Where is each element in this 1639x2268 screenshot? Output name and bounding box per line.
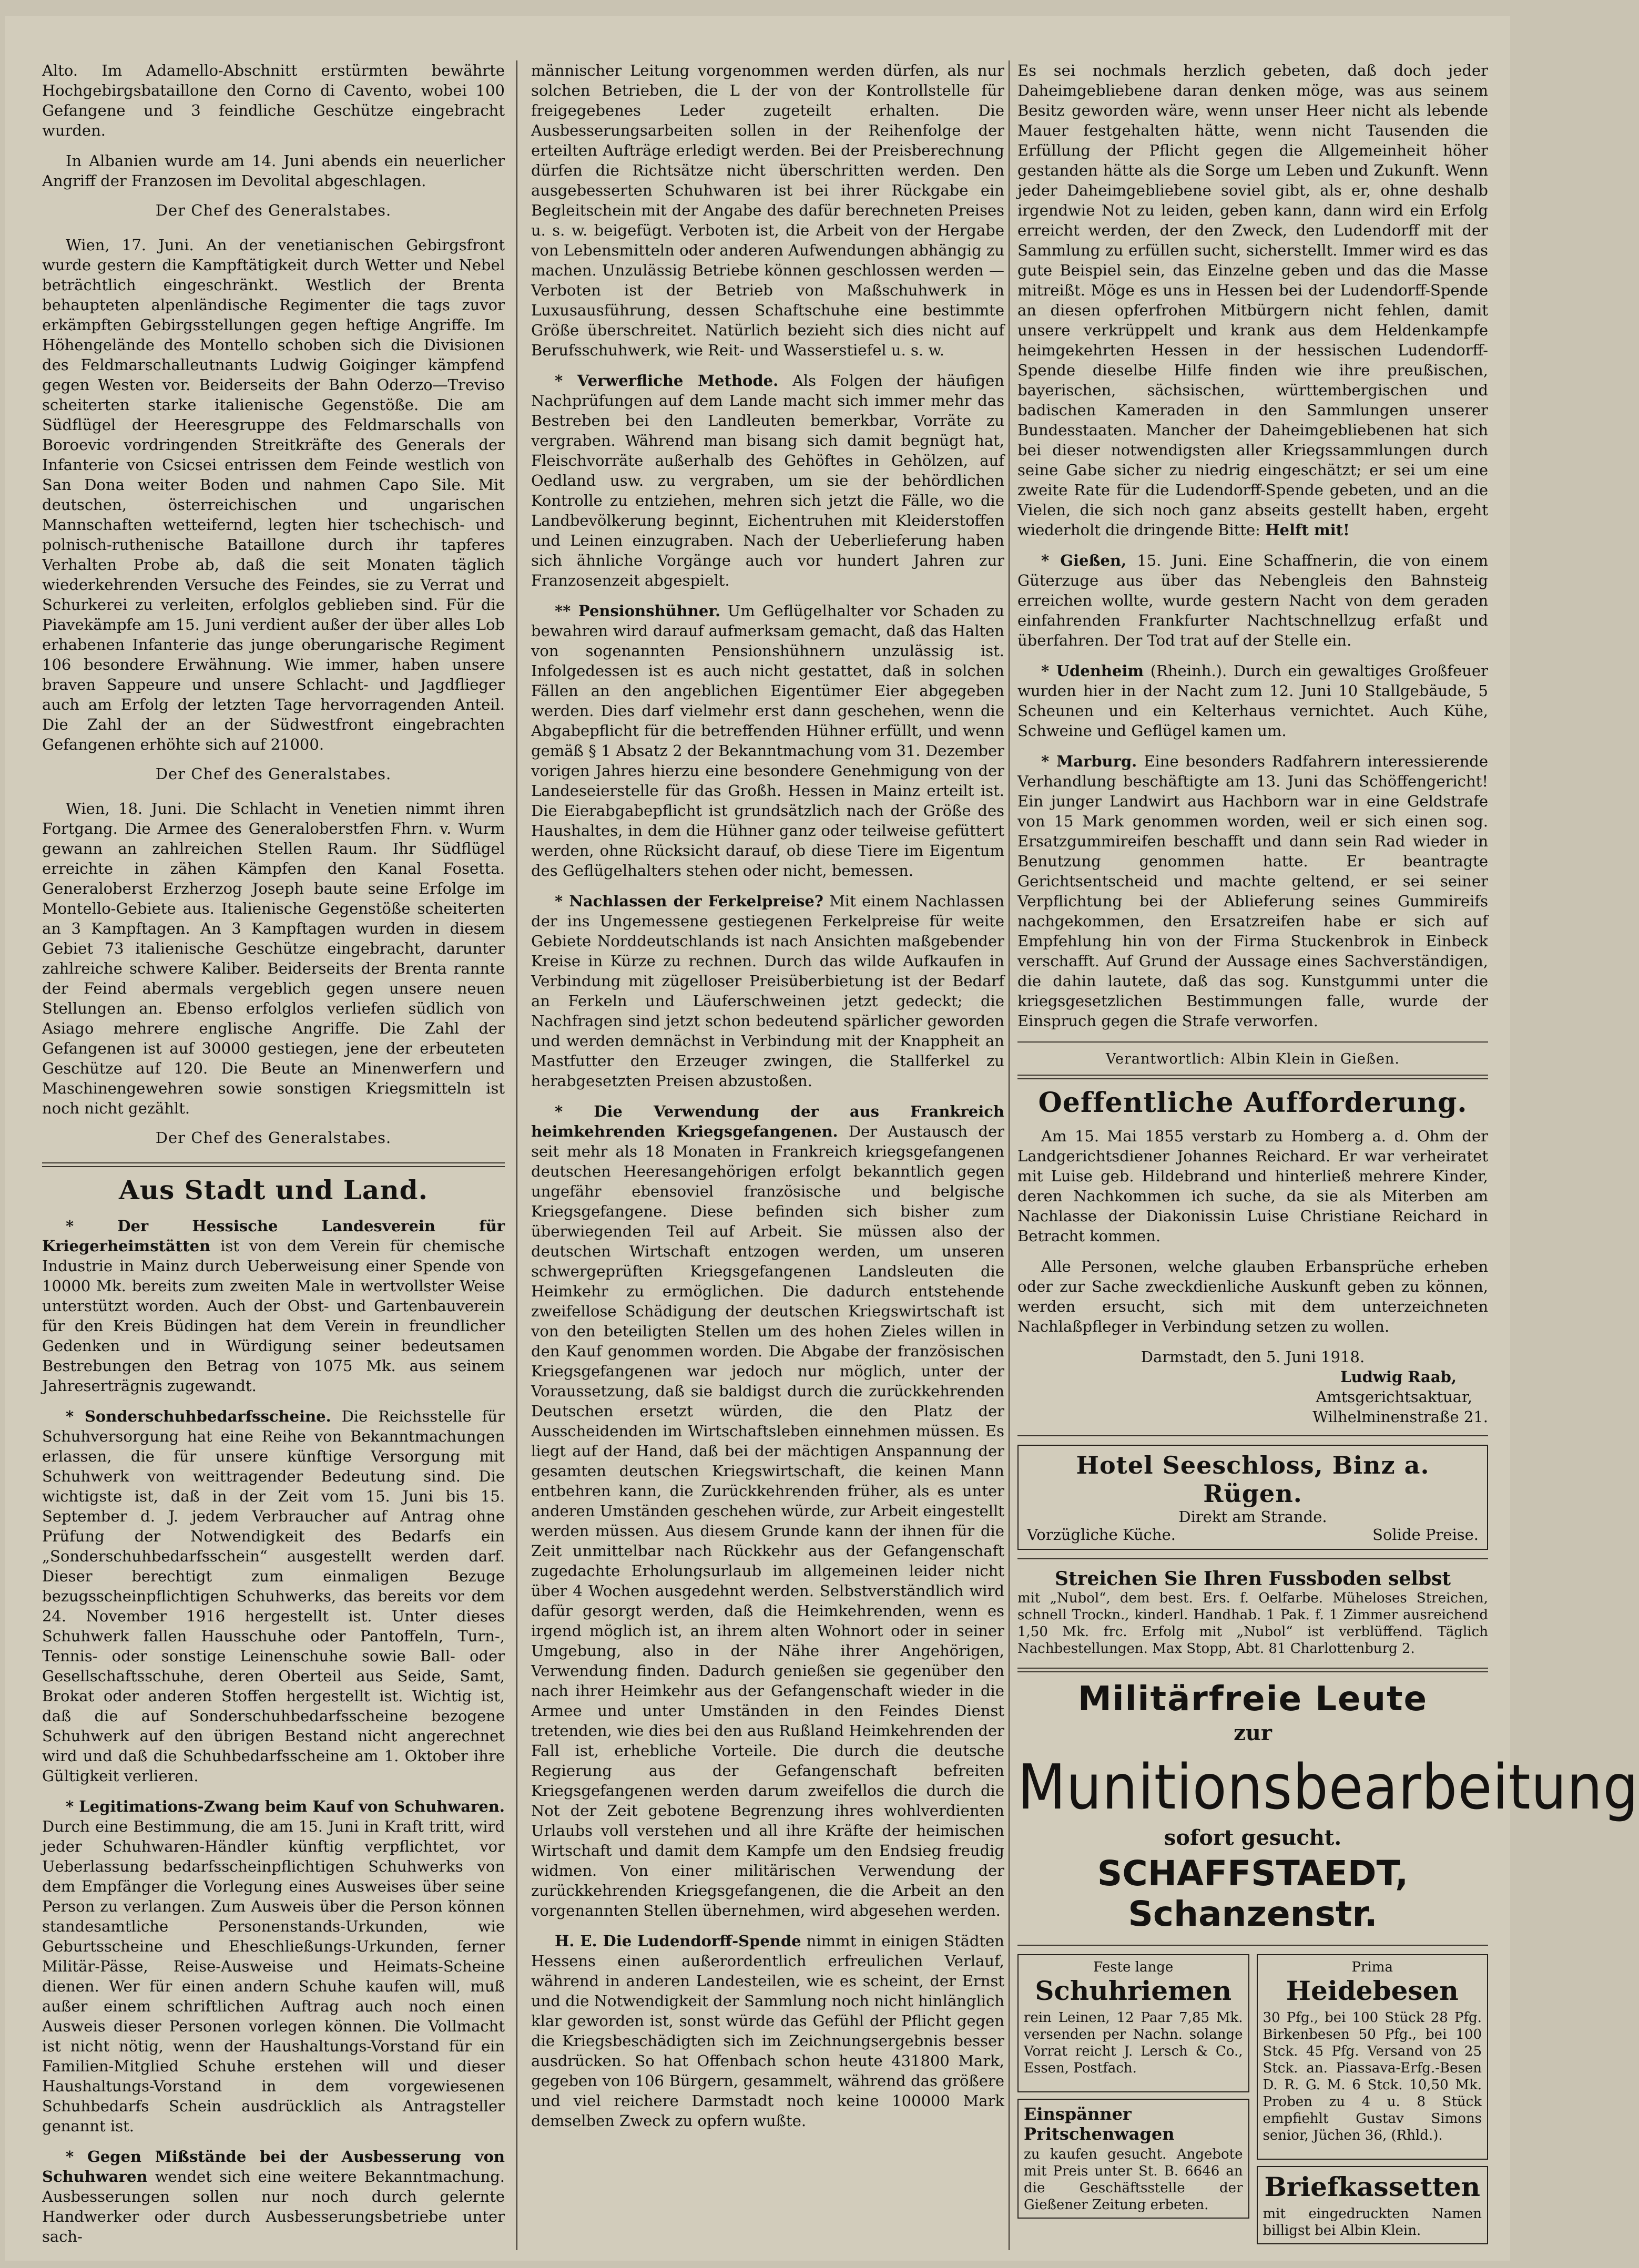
divider — [1017, 1435, 1488, 1436]
article-headline: H. E. Die Ludendorff-Spende — [555, 1932, 801, 1950]
munitions-ad-company: SCHAFFSTAEDT, Schanzenstr. — [1097, 1853, 1409, 1934]
article — [531, 1101, 1004, 1920]
article-text: Als Folgen der häufigen Nachprüfungen auf dem Lande macht sich immer mehr das Bestreben bei den Landleuten bemerkbar, Vorräte zu vergraben. Während man bisang sich damit begnügt hat, Fleischvorräte außerhalb des Gehöftes in Gehölzen, auf Oedland usw. zu vergraben, um sie der behördlichen Kontrolle zu entziehen, mehren sich jetzt die Fälle, wo die Landbevölkerung beginnt, Eichentruhen mit Kleiderstoffen und Leinen einzugraben. Nach der Ueberlieferung haben sich ähnliche Vorgänge auch vor hundert Jahren zur Franzosenzeit abgespielt. — [531, 372, 1004, 589]
public-notice — [1017, 1087, 1488, 1427]
hotel-prices: Solide Preise. — [1372, 1526, 1479, 1544]
article — [42, 1796, 505, 2136]
wagon-ad — [1017, 2099, 1249, 2219]
appeal-text: Helft mit! — [1265, 521, 1350, 539]
article-text: Eine besonders Radfahrern interessierende Verhandlung beschäftigte am 13. Juni das Schöffengericht! Ein junger Landwirt aus Hachborn war in eine Geldstrafe von 15 Mark genommen worden, weil er sich einen sog. Ersatzgummireifen beschafft und dann sein Rad wieder in Benutzung genommen hatte. Er beantragte Gerichtsentscheid und machte geltend, er sei seiner Verpflichtung bei der Ablieferung seines Gummireifs nachgekommen, den Ersatzreifen habe er sich auf Empfehlung hin von der Firma Stuckenbrok in Einbeck verschafft. Auf Grund der Aussage eines Sachverständigen, die dahin lautete, daß das sog. Kunstgummi unter die kriegsgesetzlichen Bestimmungen falle, wurde der Einspruch gegen die Strafe verworfen. — [1017, 752, 1488, 1030]
divider — [1017, 1041, 1488, 1043]
article-headline: * Gegen Mißstände bei der Ausbesserung von Schuhwaren — [42, 2148, 505, 2185]
hotel-kitchen: Vorzügliche Küche. — [1027, 1526, 1176, 1544]
floor-paint-ad — [1017, 1568, 1488, 1657]
article-text: wendet sich eine weitere Bekanntmachung. Ausbesserungen sollen nur noch durch gelernte Handwerker oder durch Ausbesserungsbetriebe unter sach- — [42, 2168, 505, 2245]
letter-box-ad — [1257, 2166, 1489, 2244]
floor-ad-text: mit „Nubol“, dem best. Ers. f. Oelfarbe. Müheloses Streichen, schnell Trockn., kinderl. Handhab. 1 Pak. f. 1 Zimmer ausreichend 1,50 Mk. frc. Erfolg mit „Nubol“ ist verblüffend. Täglich Nachbestellungen. Max Stopp, Abt. 81 Charlottenburg 2. — [1017, 1590, 1488, 1657]
article-text: 15. Juni. Eine Schaffnerin, die von einem Güterzuge aus über das Nebengleis den Bahnsteig erreichen wollte, wurde gestern Nacht von dem geraden einfahrenden Frankfurter Nachtschnellzug erfaßt und überfahren. Der Tod trat auf der Stelle ein. — [1017, 551, 1488, 649]
divider — [42, 1162, 505, 1167]
hotel-name: Hotel Seeschloss, Binz a. Rügen. — [1076, 1451, 1430, 1508]
article — [531, 1931, 1004, 2131]
article-text: In Albanien wurde am 14. Juni abends ein neuerlicher Angriff der Franzosen im Devolital abgeschlagen. — [42, 152, 505, 190]
article — [42, 1216, 505, 1396]
divider — [1017, 1945, 1488, 1946]
munitions-ad-title: Munitionsbearbeitung — [1017, 1751, 1639, 1823]
shoelace-ad-pre: Feste lange — [1093, 1959, 1174, 1975]
article-text: Der Austausch der seit mehr als 18 Monaten in Frankreich kriegsgefangenen deutschen Heeresangehörigen erfolgt bekanntlich gegen ungefähr ebensoviel französische und belgische Kriegsgefangene. Diese befinden sich bisher zum überwiegenden Teil auf Arbeit. Sie müssen also der deutschen Wirtschaft entzogen werden, um unseren schwergeprüften Kriegsgefangenen Landsleuten die Heimkehr zu ermöglichen. Die dadurch entstehende zweifellose Schädigung der deutschen Kriegswirtschaft ist von den beteiligten Stellen um des hohen Zieles willen in den Kauf genommen worden. Die Abgabe der französischen Kriegsgefangenen war jedoch nur möglich, unter der Voraussetzung, daß sie baldigst durch die zurückkehrenden Deutschen ersetzt würden, die den Platz der Ausscheidenden im Wirtschaftsleben einnehmen müssen. Es liegt auf der Hand, daß bei der mächtigen Anspannung der gesamten deutschen Kriegswirtschaft, die keinen Mann entbehren kann, die Zurückkehrenden früher, als es unter anderen Umständen geschehen würde, zur Arbeit eingestellt werden müssen. Aus diesem Grunde kann der ihnen für die Zeit unmittelbar nach Rückkehr aus der Gefangenschaft zugedachte Erholungsurlaub im allgemeinen leider nicht über 4 Wochen ausgedehnt werden. Selbstverständlich wird dafür gesorgt werden, daß die Heimkehrenden, wenn es irgend möglich ist, an ihrem alten Wohnort oder in seiner Umgebung, also in der Nähe ihrer Angehörigen, Verwendung finden. Dadurch genießen sie gegenüber den nach ihrer Heimkehr aus der Gefangenschaft wieder in die Armee und unter Umständen in den Feindes Dienst tretenden, wie dies bei den aus Rußland Heimkehrenden der Fall ist, erhebliche Vorteile. Die durch die deutsche Regierung aus der Gefangenschaft befreiten Kriegsgefangenen werden darum zweifellos die durch die Not der Zeit gebotene Begrenzung ihres wohlverdienten Urlaubs voll verstehen und all ihre Kräfte der heimischen Wirtschaft und damit dem Kampfe um den Endsieg freudig widmen. Von einer militärischen Verwendung der zurückkehrenden Kriegsgefangenen, die die Arbeit an den vorgenannten Stellen übernehmen, wird abgesehen werden. — [531, 1122, 1004, 1919]
broom-ad-text: 30 Pfg., bei 100 Stück 28 Pfg. Birkenbesen 50 Pfg., bei 100 Stck. 45 Pfg. Versand von 25 Stck. an. Piassava-Erfg.-Besen D. R. G. M. 6 Stck. 10,50 Mk. Proben zu 4 u. 8 Stück empfiehlt Gustav Simons senior, Jüchen 36, (Rhld.). — [1263, 2010, 1482, 2143]
letter-box-ad-text: mit eingedruckten Namen billigst bei Albin Klein. — [1263, 2206, 1482, 2239]
article-headline: * Udenheim — [1041, 662, 1144, 680]
munitions-ad-headline: Militärfreie Leute — [1077, 1680, 1428, 1719]
article-headline: * Sonderschuhbedarfsscheine. — [66, 1407, 331, 1425]
notice-signer-role: Amtsgerichtsaktuar, — [1316, 1388, 1472, 1406]
munitions-ad — [1017, 1680, 1639, 1934]
signature: Der Chef des Generalstabes. — [155, 1129, 392, 1147]
signature: Der Chef des Generalstabes. — [155, 201, 392, 219]
floor-ad-title: Streichen Sie Ihren Fussboden selbst — [1054, 1568, 1451, 1590]
notice-text: Alle Personen, welche glauben Erbansprüche erheben oder zur Sache zweckdienliche Auskunft geben zu können, werden ersucht, sich mit dem unterzeichneten Nachlaßpfleger in Verbindung setzen zu wollen. — [1017, 1258, 1488, 1335]
article-headline: * Die Verwendung der aus Frankreich heimkehrenden Kriegsgefangenen. — [531, 1102, 1004, 1140]
column-1 — [42, 60, 505, 2257]
shoelace-ad-title: Schuhriemen — [1035, 1975, 1232, 2006]
column-3 — [1017, 60, 1639, 2244]
article-headline: * Marburg. — [1041, 752, 1137, 770]
letter-box-ad-title: Briefkassetten — [1264, 2171, 1480, 2202]
article — [531, 371, 1004, 590]
article — [42, 2147, 505, 2246]
notice-title: Oeffentliche Aufforderung. — [1038, 1087, 1468, 1119]
broom-ad-pre: Prima — [1351, 1959, 1393, 1975]
article-text: (Rheinh.). Durch ein gewaltiges Großfeuer wurden hier in der Nacht zum 12. Juni 10 Stallgebäude, 5 Scheunen und ein Kelterhaus vernichtet. Auch Kühe, Schweine und Geflügel kamen um. — [1017, 662, 1488, 740]
broom-ad — [1257, 1954, 1489, 2160]
article-text: Wien, 17. Juni. An der venetianischen Gebirgsfront wurde gestern die Kampftätigkeit durch Wetter und Nebel beträchtlich eingeschränkt. Westlich der Brenta behaupteten alpenländische Regimenter die tags zuvor erkämpften Gebirgsstellungen gegen heftige Angriffe. Im Höhengelände des Montello schoben sich die Divisionen des Feldmarschalleutnants Ludwig Goiginger kämpfend gegen Westen vor. Beiderseits der Bahn Oderzo—Treviso scheiterten starke italienische Gegenstöße. Die am Südflügel der Heeresgruppe des Feldmarschalls von Boroevic vordringenden Streitkräfte des Generals der Infanterie von Csicsei entrissen dem Feinde westlich von San Dona weiter Boden und nahmen Capo Sile. Mit deutschen, österreichischen und ungarischen Mannschaften wetteifernd, legten hier tschechisch- und polnisch-ruthenische Bataillone durch ihr tapferes Verhalten Probe ab, daß die seit Monaten täglich wiederkehrenden Versuche des Feindes, sie zu Verrat und Schurkerei zu verleiten, erfolglos geblieben sind. Für die Piavekämpfe am 15. Juni verdient außer der über alles Lob erhabenen Infanterie das junge oberungarische Regiment 106 besondere Erwähnung. Wie immer, haben unsere braven Sappeure und unsere Schlacht- und Jagdflieger auch am Erfolg der letzten Tage hervorragenden Anteil. Die Zahl der an der Südwestfront eingebrachten Gefangenen erhöhte sich auf 21000. — [42, 236, 505, 753]
article-headline: * Nachlassen der Ferkelpreise? — [555, 892, 823, 910]
notice-date: Darmstadt, den 5. Juni 1918. — [1141, 1348, 1365, 1366]
column-rule — [1009, 60, 1010, 2250]
article-text: Die Reichsstelle für Schuhversorgung hat eine Reihe von Bekanntmachungen erlassen, die für unsere künftige Versorgung mit Schuhwerk von weittragender Bedeutung sind. Die wichtigste ist, daß in der Zeit vom 15. Juni bis 15. September d. J. jedem Verbraucher auf Antrag ohne Prüfung der Notwendigkeit des Bedarfs ein „Sonderschuhbedarfsschein“ ausgestellt werden darf. Dieser berechtigt zum einmaligen Bezuge bezugsscheinpflichtigen Schuhwerks, das bereits vor dem 24. November 1916 hergestellt ist. Unter dieses Schuhwerk fallen Hausschuhe oder Pantoffeln, Turn-, Tennis- oder sonstige Leinenschuhe sowie Ball- oder Gesellschaftsschuhe, deren Oberteil aus Seide, Samt, Brokat oder anderen Stoffen hergestellt ist. Wichtig ist, daß die auf Sonderschuhbedarfsscheine bezogene Schuhwerk auf den übrigen Bestand nicht angerechnet wird und daß die Schuhbedarfsscheine am 1. Oktober ihre Gültigkeit verlieren. — [42, 1407, 505, 1785]
article-headline: * Der Hessische Landesverein für Kriegerheimstätten — [42, 1217, 505, 1255]
article-text: Wien, 18. Juni. Die Schlacht in Venetien nimmt ihren Fortgang. Die Armee des Generaloberstfen Fhrn. v. Wurm gewann an zahlreichen Stellen Raum. Ihr Südflügel erreichte in zähen Kämpfen den Kanal Fosetta. Generaloberst Erzherzog Joseph baute seine Erfolge im Montello-Gebiete aus. Italienische Gegenstöße scheiterten an 3 Kampftagen. An 3 Kampftagen wurden in diesem Gebiet 73 italienische Geschütze eingebracht, darunter zahlreiche schwere Kaliber. Beiderseits der Brenta rannte der Feind abermals vergeblich gegen unsere neuen Stellungen an. Ebenso erfolglos verliefen südlich von Asiago mehrere englische Angriffe. Die Zahl der Gefangenen ist auf 30000 gestiegen, jene der erbeuteten Geschütze auf 120. Die Beute an Minenwerfern und Maschinengewehren sowie sonstigen Kriegsmitteln ist noch nicht gezählt. — [42, 800, 505, 1117]
article-text: Es sei nochmals herzlich gebeten, daß doch jeder Daheimgebliebene daran denken möge, was aus seinem Besitz geworden wäre, wenn unser Heer nicht als lebende Mauer festgehalten hätte, wenn nicht Tausenden die Erfüllung der Pflicht gegen die Allgemeinheit höher gestanden hätte als die Sorge um Leben und Zukunft. Wenn jeder Daheimgebliebene soviel gibt, als er, ohne deshalb irgendwie Not zu leiden, geben kann, dann wird ein Erfolg erreicht werden, der den Zweck, den Ludendorff mit der Sammlung zu erfüllen sucht, sicherstellt. Immer wird es das gute Beispiel sein, das Einzelne geben und das die Masse mitreißt. Möge es uns in Hessen bei der Ludendorff-Spende an diesen opferfrohen Mitbürgern nicht fehlen, damit unsere verkrüppelt und krank aus dem Heldenkampfe heimgekehrten Hessen in der hessischen Ludendorff-Spende dieselbe Hilfe finden wie ihre preußischen, bayerischen, sächsischen, württembergischen und badischen Kameraden in den Sammlungen unserer Bundesstaaten. Mancher der Daheimgebliebenen hat sich bei dieser notwendigsten aller Kriegssammlungen durch seine Gabe sicher zu niedrig eingeschätzt; er sei um eine zweite Rate für die Ludendorff-Spende gebeten, und an die Vielen, die sich noch ganz abseits gestellt haben, ergeht wiederholt die dringende Bitte: — [1017, 62, 1488, 539]
article-headline: * Verwerfliche Methode. — [555, 372, 779, 390]
imprint-line: Verantwortlich: Albin Klein in Gießen. — [1105, 1051, 1400, 1067]
article — [531, 891, 1004, 1091]
newspaper-page — [5, 16, 1639, 2261]
small-ads — [1017, 1954, 1488, 2244]
article-headline: * Legitimations-Zwang beim Kauf von Schuhwaren. — [66, 1797, 505, 1815]
article-headline: ** Pensionshühner. — [555, 602, 721, 620]
article-text: ist von dem Verein für chemische Industrie in Mainz durch Ueberweisung einer Spende von 10000 Mk. bereits zum zweiten Male in wertvollster Weise unterstützt worden. Auch der Obst- und Gartenbauverein für den Kreis Büdingen hat dem Verein in freundlicher Gedenken und in Würdigung seiner bedeutsamen Bestrebungen den Betrag von 1075 Mk. aus seinem Jahreserträgnis zugewandt. — [42, 1237, 505, 1395]
notice-signer-address: Wilhelminenstraße 21. — [1312, 1408, 1488, 1426]
notice-signer: Ludwig Raab, — [1340, 1368, 1457, 1386]
article-text: Um Geflügelhalter vor Schaden zu bewahren wird darauf aufmerksam gemacht, daß das Halten von sogenannten Pensionshühnern unzulässig ist. Infolgedessen ist es auch nicht gestattet, daß in solchen Fällen an den angeblichen Eigentümer Eier abgegeben werden. Dies darf vielmehr erst dann geschehen, wenn die Abgabepflicht für die betreffenden Hühner erfüllt, und wenn gemäß § 1 Absatz 2 der Bekanntmachung vom 31. Dezember vorigen Jahres hierzu eine besondere Genehmigung von der Landeseierstelle für das Großh. Hessen in Mainz erteilt ist. Die Eierabgabepflicht ist grundsätzlich nach der Größe des Haushaltes, in dem die Hühner ganz oder teilweise gefüttert werden, ohne Rücksicht darauf, ob diese Tiere im Eigentum des Geflügelhalters stehen oder nicht, bemessen. — [531, 602, 1004, 880]
hotel-tagline: Direkt am Strande. — [1178, 1508, 1327, 1526]
signature: Der Chef des Generalstabes. — [155, 765, 392, 783]
column-rule — [516, 60, 517, 2250]
article-text: nimmt in einigen Städten Hessens einen außerordentlich erfreulichen Verlauf, während in anderen Landesteilen, wie es scheint, der Ernst und die Notwendigkeit der Sammlung noch nicht hinlänglich klar geworden ist, sonst würde das Gefühl der Pflicht gegen die Kriegsbeschädigten sich im Zeichnungsergebnis besser ausdrücken. So hat Offenbach schon heute 431800 Mark, gegeben von 106 Bürgern, gesammelt, während das größere und viel reichere Darmstadt noch keine 100000 Mark demselben Zweck zu opfern wußte. — [531, 1932, 1004, 2130]
munitions-ad-text: zur — [1234, 1721, 1272, 1745]
shoelace-ad-text: rein Leinen, 12 Paar 7,85 Mk. versenden per Nachn. solange Vorrat reicht J. Lersch & Co., Essen, Postfach. — [1024, 2010, 1243, 2076]
column-2 — [531, 60, 1004, 2141]
article-text: Mit einem Nachlassen der ins Ungemessene gestiegenen Ferkelpreise für weite Gebiete Norddeutschlands ist nach Ansichten maßgebender Kreise in Kürze zu rechnen. Durch das wilde Aufkaufen in Verbindung mit zügelloser Preisüberbietung ist der Bedarf an Ferkeln und Läuferschweinen jetzt gedeckt; die Nachfragen sind jetzt schon bedeutend spärlicher geworden und werden demnächst in Verbindung mit der Knappheit an Mastfutter den Erzeuger zwingen, die Stallferkel zu herabgesetzten Preisen abzustoßen. — [531, 892, 1004, 1090]
article — [1017, 751, 1488, 1031]
article-text: Durch eine Bestimmung, die am 15. Juni in Kraft tritt, wird jeder Schuhwaren-Händler künftig verpflichtet, vor Ueberlassung bedarfsscheinpflichtigen Schuhwerks von dem Empfänger die Vorlegung eines Ausweises über seine Person zu verlangen. Zum Ausweis über die Person können standesamtliche Personenstands-Urkunden, wie Geburtsscheine und Eheschließungs-Urkunden, ferner Militär-Pässe, Reise-Ausweise und Heimats-Scheine dienen. Wer für einen andern Schuhe kaufen will, muß außer einem schriftlichen Auftrag auch noch einen Ausweis dieser Personen vorlegen können. Die Vollmacht ist nicht nötig, wenn der Haushaltungs-Vorstand für ein Familien-Mitglied Schuhe erstehen will und dieser Haushaltungs-Vorstand in dem vorgewiesenen Schuhbedarfs Schein ausdrücklich als Antragsteller genannt ist. — [42, 1817, 505, 2135]
shoelace-ad — [1017, 1954, 1249, 2092]
divider — [1017, 1668, 1488, 1672]
article — [531, 601, 1004, 881]
article — [1017, 550, 1488, 650]
section-title: Aus Stadt und Land. — [118, 1174, 429, 1205]
munitions-ad-text: sofort gesucht. — [1164, 1825, 1342, 1850]
article-text: männischer Leitung vorgenommen werden dürfen, als nur solchen Betrieben, die L der von der Kontrollstelle für freigegebenes Leder zugeteilt erhalten. Die Ausbesserungsarbeiten sollen in der Reihenfolge der erteilten Aufträge erledigt werden. Bei der Preisberechnung dürfen die Richtsätze nicht überschritten werden. Den ausgebesserten Schuhwaren ist bei ihrer Rückgabe ein Begleitschein mit der Angabe des dafür berechneten Preises u. s. w. beigefügt. Verboten ist, die Arbeit von der Hergabe von Lebensmitteln oder anderen Aufwendungen abhängig zu machen. Unzulässig Betriebe können geschlossen werden — Verboten ist der Betrieb von Maßschuhwerk in Luxusausführung, dessen Schaftschuhe eine bestimmte Größe überschreitet. Natürlich bezieht sich dies nicht auf Berufsschuhwerk, wie Reit- und Wasserstiefel u. s. w. — [531, 62, 1004, 359]
article — [1017, 60, 1488, 540]
wagon-ad-title: Einspänner Pritschenwagen — [1024, 2104, 1175, 2144]
article-headline: * Gießen, — [1041, 551, 1127, 569]
broom-ad-title: Heidebesen — [1286, 1975, 1459, 2006]
wagon-ad-text: zu kaufen gesucht. Angebote mit Preis unter St. B. 6646 an die Geschäftsstelle der Gießener Zeitung erbeten. — [1024, 2147, 1243, 2213]
divider — [1017, 1075, 1488, 1079]
article-text: Alto. Im Adamello-Abschnitt erstürmten bewährte Hochgebirgsbataillone den Corno di Cavento, wobei 100 Gefangene und 3 feindliche Geschütze eingebracht wurden. — [42, 62, 505, 139]
hotel-ad — [1017, 1445, 1488, 1550]
article — [42, 1406, 505, 1786]
notice-text: Am 15. Mai 1855 verstarb zu Homberg a. d. Ohm der Landgerichtsdiener Johannes Reichard. Er war verheiratet mit Luise geb. Hildebrand und hinterließ mehrere Kinder, deren Nachkommen ich suche, da sie als Miterben am Nachlasse der Diakonissin Luise Christiane Reichard in Betracht kommen. — [1017, 1127, 1488, 1245]
article — [1017, 661, 1488, 741]
divider — [1017, 1558, 1488, 1559]
